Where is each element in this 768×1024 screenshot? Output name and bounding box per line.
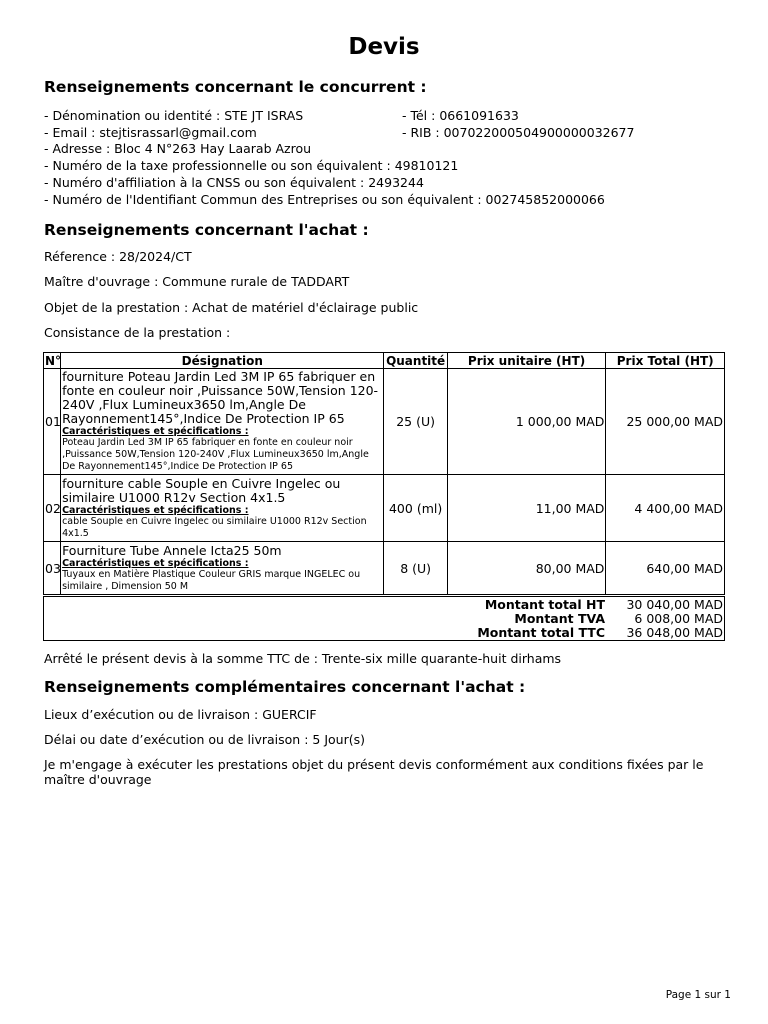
taxe-line: - Numéro de la taxe professionnelle ou son équivalent : 49810121 [44,158,459,173]
header-prix-unitaire: Prix unitaire (HT) [447,353,606,369]
total-ht-value: 30 040,00 MAD [626,597,723,612]
spec-label: Caractéristiques et spécifications : [62,504,249,516]
header-number: N° [45,353,62,368]
row-prix-total: 4 400,00 MAD [606,475,725,542]
row-quantite: 400 (ml) [384,475,447,542]
section-heading-achat: Renseignements concernant l'achat : [44,221,369,239]
row-designation [61,542,384,595]
row-prix-unitaire: 80,00 MAD [447,542,606,595]
items-table [43,352,725,595]
row-prix-unitaire: 11,00 MAD [447,475,606,542]
section-heading-complementaire: Renseignements complémentaires concernant l'achat : [44,678,526,696]
lieux-line: Lieux d’exécution ou de livraison : GUERCIF [44,707,317,722]
spec-text: cable Souple en Cuivre Ingelec ou similaire U1000 R12v Section 4x1.5 [62,515,367,539]
total-ttc-row [44,625,724,639]
total-tva-value: 6 008,00 MAD [634,611,723,626]
ice-line: - Numéro de l'Identifiant Commun des Entreprises ou son équivalent : 002745852000066 [44,192,605,207]
tel-line: - Tél : 0661091633 [402,108,519,123]
section-heading-concurrent: Renseignements concernant le concurrent : [44,78,427,96]
row-number: 03 [44,542,61,595]
row-prix-total: 25 000,00 MAD [606,369,725,475]
row-prix-total: 640,00 MAD [606,542,725,595]
document-title: Devis [348,34,420,60]
header-prix-total: Prix Total (HT) [606,353,725,369]
spec-label: Caractéristiques et spécifications : [62,557,249,569]
table-row [44,369,725,475]
table-row [44,542,725,595]
rib-line: - RIB : 007022000504900000032677 [402,125,635,140]
header-quantite: Quantité [384,353,447,369]
total-tva-row [44,611,724,625]
total-ttc-value: 36 048,00 MAD [626,625,723,640]
arrete-line: Arrêté le présent devis à la somme TTC de : Trente-six mille quarante-huit dirhams [44,651,562,666]
page-number: Page 1 sur 1 [665,989,731,1001]
table-row [44,475,725,542]
row-number: 01 [44,369,61,475]
row-prix-unitaire: 1 000,00 MAD [447,369,606,475]
total-ht-label: Montant total HT [484,597,605,612]
total-ttc-label: Montant total TTC [477,625,605,640]
adresse-line: - Adresse : Bloc 4 N°263 Hay Laarab Azrou [44,141,312,156]
row-quantite: 8 (U) [384,542,447,595]
row-designation [61,475,384,542]
designation-text: Fourniture Tube Annele Icta25 50m [62,542,282,558]
row-quantite: 25 (U) [384,369,447,475]
row-designation [61,369,384,475]
cnss-line: - Numéro d'affiliation à la CNSS ou son équivalent : 2493244 [44,175,424,190]
engagement-paragraph: Je m'engage à exécuter les prestations objet du présent devis conformément aux conditions fixées par le maître d'ouvrage [44,757,704,787]
objet-line: Objet de la prestation : Achat de matériel d'éclairage public [44,300,419,315]
email-line: - Email : stejtisrassarl@gmail.com [44,125,257,140]
totals-box [43,596,725,641]
maitre-ouvrage-line: Maître d'ouvrage : Commune rurale de TADDART [44,274,350,289]
spec-text: Poteau Jardin Led 3M IP 65 fabriquer en fonte en couleur noir ,Puissance 50W,Tension 120-240V ,Flux Lumineux3650 lm,Angle De Rayonnement145°,Indice De Protection IP 65 [62,437,369,472]
designation-text: fourniture Poteau Jardin Led 3M IP 65 fabriquer en fonte en couleur noir ,Puissance 50W,Tension 120-240V ,Flux Lumineux3650 lm,Angle De Rayonnement145°,Indice De Protection IP 65 [62,369,379,426]
header-designation: Désignation [61,353,384,369]
delai-line: Délai ou date d’exécution ou de livraison : 5 Jour(s) [44,732,365,747]
table-header-row [44,353,725,369]
row-number: 02 [44,475,61,542]
spec-label: Caractéristiques et spécifications : [62,426,249,437]
consistance-line: Consistance de la prestation : [44,325,231,340]
denomination-line: - Dénomination ou identité : STE JT ISRAS [44,108,304,123]
designation-text: fourniture cable Souple en Cuivre Ingelec ou similaire U1000 R12v Section 4x1.5 [62,475,341,505]
reference-line: Réference : 28/2024/CT [44,249,192,264]
total-ht-row [44,597,724,611]
spec-text: Tuyaux en Matière Plastique Couleur GRIS marque INGELEC ou similaire , Dimension 50 M [62,568,361,592]
total-tva-label: Montant TVA [514,611,605,626]
